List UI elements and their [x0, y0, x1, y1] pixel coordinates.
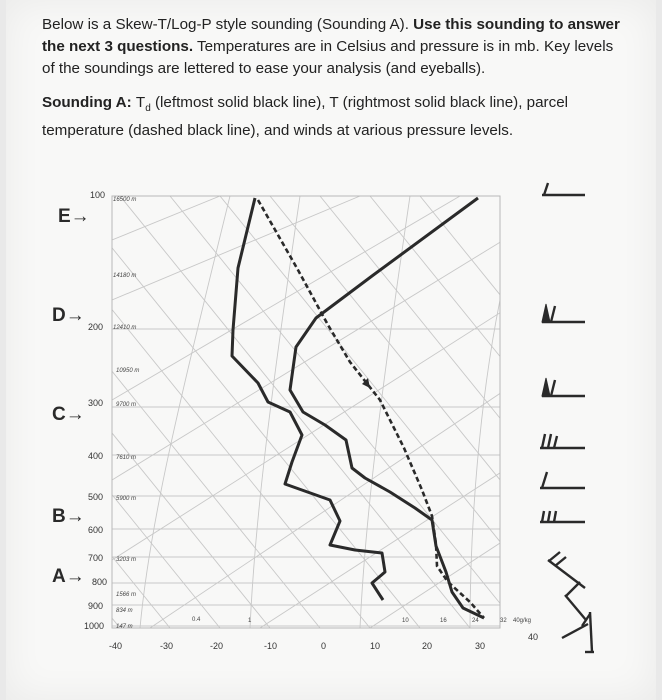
pressure-label: 700	[88, 553, 104, 563]
level-marker-a: A→	[52, 566, 85, 587]
intro-text-1a: Below is a Skew-T/Log-P style sounding (Sounding A).	[42, 16, 414, 33]
pressure-label: 400	[88, 451, 104, 461]
pressure-label: 800	[92, 577, 108, 587]
mixing-ratio-label: 24	[472, 618, 479, 624]
temperature-label: -40	[109, 641, 123, 651]
intro-text-2b: T	[135, 94, 146, 111]
height-label: 12410 m	[113, 325, 137, 331]
height-axis	[113, 197, 139, 630]
level-marker-e: E→	[58, 206, 90, 227]
temperature-label: 20	[422, 641, 433, 651]
wind-barb-icon	[540, 511, 585, 522]
mixing-ratio-label: 16	[440, 618, 447, 624]
wind-barb-icon	[562, 612, 594, 652]
intro-text-2d: (leftmost solid black line), T (rightmost solid black line), parcel temperature (dashed black line), and winds at various pressure levels.	[42, 94, 569, 140]
temperature-label: 40	[528, 632, 539, 642]
wind-barb-icon	[540, 434, 585, 448]
pressure-label: 900	[88, 601, 104, 611]
height-label: 9700 m	[116, 402, 137, 408]
height-label: 10950 m	[116, 368, 140, 374]
height-label: 14180 m	[113, 273, 137, 279]
level-marker-b: B→	[52, 506, 85, 527]
level-marker-c: C→	[52, 404, 85, 425]
intro-text-1c: Temperatures are in Celsius and pressure is in mb. Key levels of the soundings are lettered to ease your analysis (and eyeballs).	[42, 38, 614, 77]
pressure-label: 300	[88, 398, 104, 408]
wind-barb-icon	[542, 304, 585, 322]
height-label: 834 m	[116, 608, 133, 614]
wind-barb-icon	[540, 472, 585, 488]
height-label: 5900 m	[116, 496, 137, 502]
height-label: 7610 m	[116, 455, 137, 461]
wind-barb-icon	[542, 378, 585, 396]
pressure-label: 600	[88, 525, 104, 535]
height-label: 1566 m	[116, 592, 137, 598]
pressure-label: 200	[88, 322, 104, 332]
intro-text-2a-bold: Sounding A:	[42, 94, 136, 111]
level-markers	[52, 206, 90, 587]
temperature-axis	[109, 632, 538, 651]
intro-text-2c-sub: d	[145, 103, 151, 115]
intro-text-1b-bold: Use this sounding to answer the next 3 questions.	[42, 16, 620, 55]
pressure-label: 1000	[84, 621, 105, 631]
mixing-ratio-label: 40g/kg	[513, 618, 532, 624]
temperature-label: 0	[321, 641, 327, 651]
temperature-label: -30	[160, 641, 174, 651]
temperature-label: 10	[370, 641, 381, 651]
mixing-ratio-label: 0.4	[192, 617, 201, 623]
height-label: 3203 m	[116, 557, 137, 563]
temperature-label: 30	[475, 641, 486, 651]
wind-barb-icon	[542, 183, 585, 195]
height-label: 16500 m	[113, 197, 137, 203]
pressure-axis	[84, 190, 107, 631]
mixing-ratio-label: 32	[500, 618, 507, 624]
pressure-label: 500	[88, 492, 104, 502]
level-marker-d: D→	[52, 305, 85, 326]
mixing-ratio-label: 1	[248, 618, 252, 624]
temperature-label: -10	[264, 641, 278, 651]
temperature-line	[290, 198, 484, 618]
height-label: 147 m	[116, 624, 133, 630]
dewpoint-line	[232, 198, 385, 600]
temperature-label: -20	[210, 641, 224, 651]
wind-barbs	[540, 183, 594, 652]
mixing-ratio-label: 10	[402, 618, 409, 624]
grid-lines	[0, 196, 662, 628]
pressure-label: 100	[90, 190, 106, 200]
parcel-line	[258, 200, 484, 618]
